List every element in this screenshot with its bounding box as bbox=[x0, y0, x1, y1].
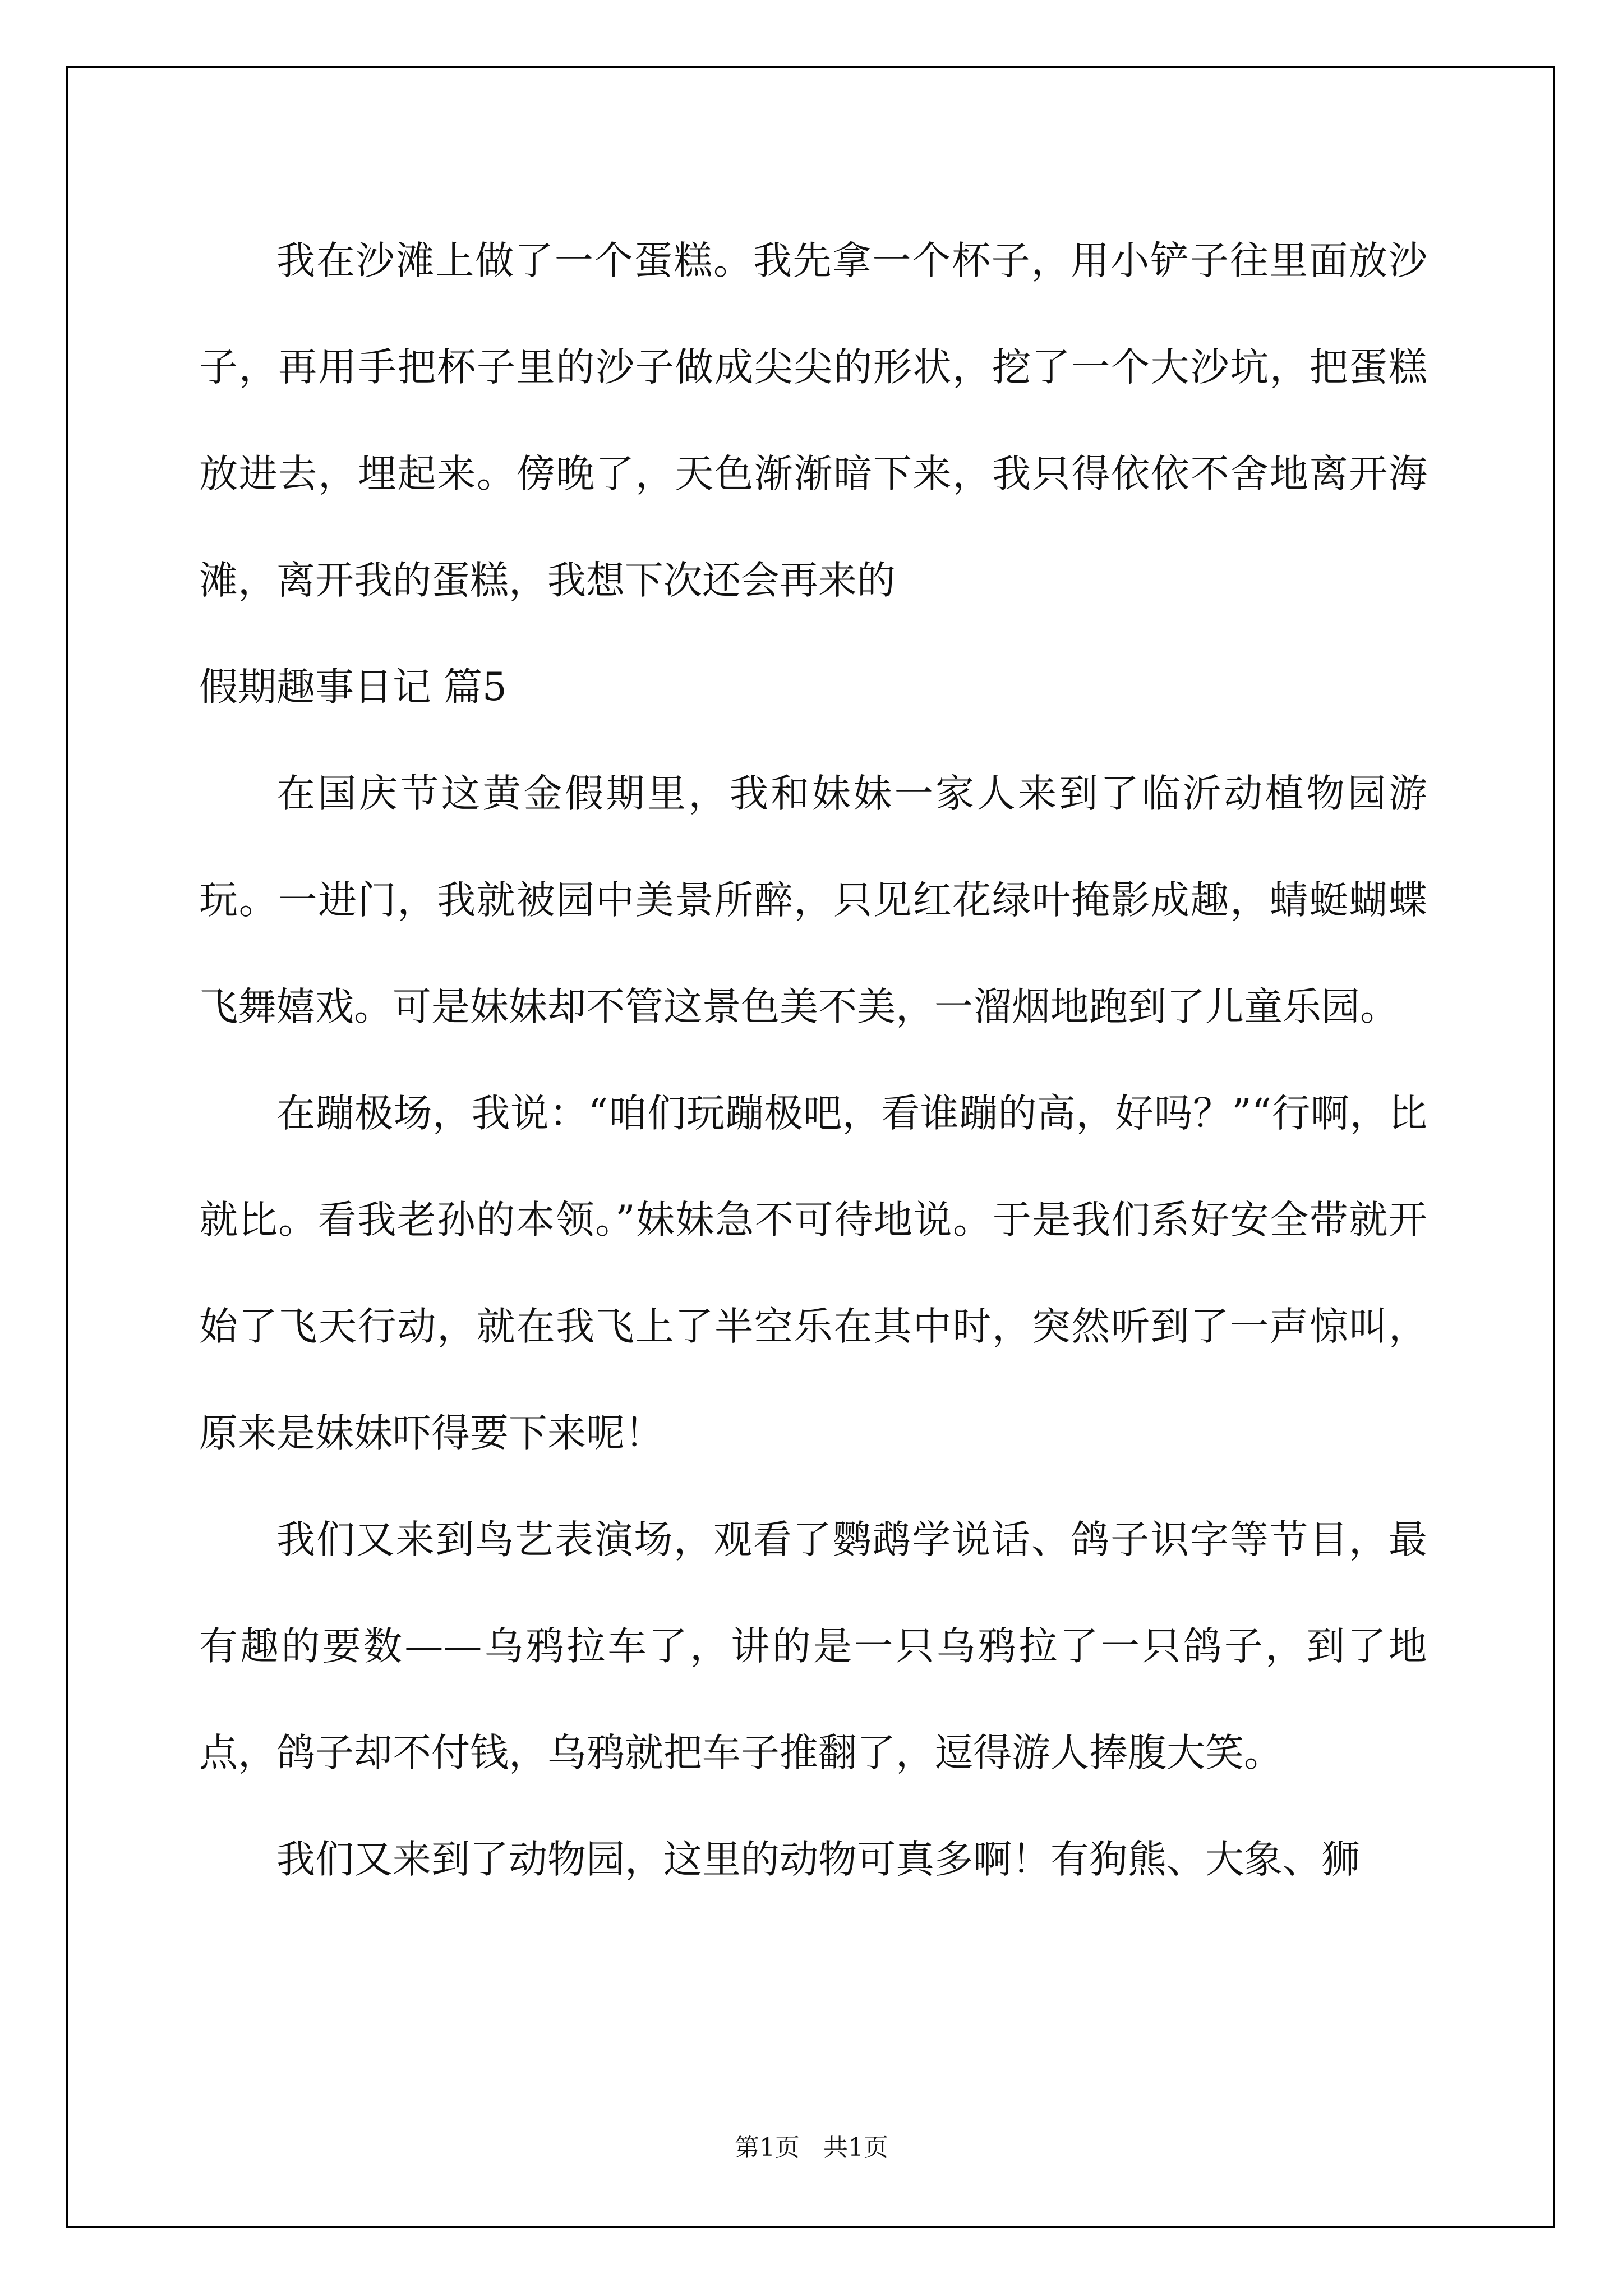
paragraph-4: 我们又来到鸟艺表演场，观看了鹦鹉学说话、鸽子识字等节目，最有趣的要数——乌鸦拉车了，讲的是一只乌鸦拉了一只鸽子，到了地点，鸽子却不付钱，乌鸦就把车子推翻了，逗得游人捧腹大笑。 bbox=[199, 1517, 1427, 1775]
document-body bbox=[199, 208, 1427, 1913]
paragraph-5: 我们又来到了动物园，这里的动物可真多啊！有狗熊、大象、狮 bbox=[276, 1837, 1360, 1882]
section-heading: 假期趣事日记 篇5 bbox=[199, 665, 507, 710]
paragraph-3: 在蹦极场，我说：“咱们玩蹦极吧，看谁蹦的高，好吗？”“行啊，比就比。看我老孙的本领。”妹妹急不可待地说。于是我们系好安全带就开始了飞天行动，就在我飞上了半空乐在其中时，突然听到了一声惊叫，原来是妹妹吓得要下来呢！ bbox=[199, 1091, 1427, 1456]
paragraph-2: 在国庆节这黄金假期里，我和妹妹一家人来到了临沂动植物园游玩。一进门，我就被园中美景所醉，只见红花绿叶掩影成趣，蜻蜓蝴蝶飞舞嬉戏。可是妹妹却不管这景色美不美，一溜烟地跑到了儿童乐园。 bbox=[199, 771, 1427, 1029]
paragraph-1: 我在沙滩上做了一个蛋糕。我先拿一个杯子，用小铲子往里面放沙子，再用手把杯子里的沙子做成尖尖的形状，挖了一个大沙坑，把蛋糕放进去，埋起来。傍晚了，天色渐渐暗下来，我只得依依不舍地离开海滩，离开我的蛋糕，我想下次还会再来的 bbox=[199, 238, 1427, 603]
page-number: 第1页 共1页 bbox=[735, 2133, 888, 2162]
